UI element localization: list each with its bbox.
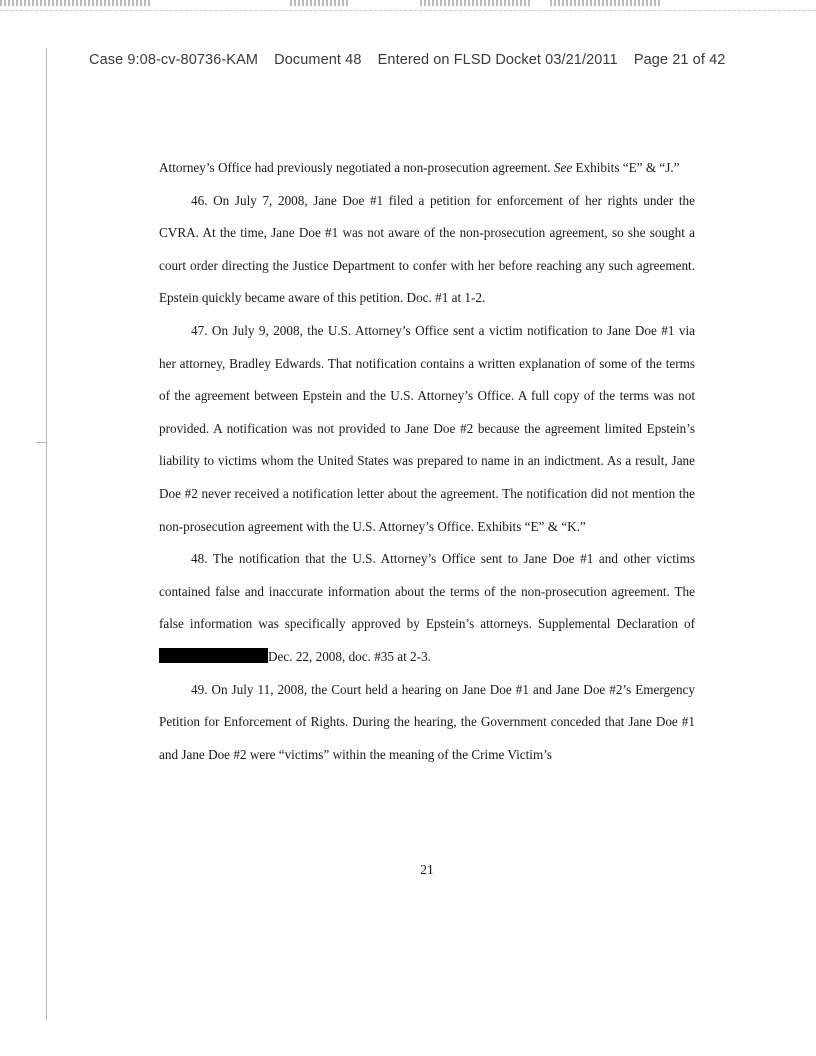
scan-noise [290, 0, 350, 6]
paragraph-48 [159, 543, 695, 673]
court-filing-header [89, 52, 725, 68]
scan-noise [420, 0, 530, 6]
scan-noise [550, 0, 660, 6]
document-number: Document 48 [274, 52, 362, 68]
document-body [159, 152, 695, 771]
docket-entry-date: Entered on FLSD Docket 03/21/2011 [377, 52, 618, 68]
paragraph-46: 46. On July 7, 2008, Jane Doe #1 filed a petition for enforcement of her rights under the CVRA. At the time, Jane Doe #1 was not aware of the non-prosecution agreement, so she sought a court order directing the Justice Department to confer with her before reaching any such agreement. Epstein quickly became aware of this petition. Doc. #1 at 1-2. [159, 192, 695, 306]
scan-noise [0, 0, 150, 6]
page-count: Page 21 of 42 [633, 52, 726, 68]
paragraph-text: Dec. 22, 2008, doc. #35 at 2-3. [268, 648, 431, 664]
citation-signal: See [553, 160, 573, 175]
paragraph-continuation [159, 152, 695, 185]
paragraph-49: 49. On July 11, 2008, the Court held a hearing on Jane Doe #1 and Jane Doe #2’s Emergency Petition for Enforcement of Rights. During the hearing, the Government conceded that Jane Doe #1 and Jane Doe #2 were “victims” within the meaning of the Crime Victim’s [159, 681, 695, 762]
redaction-box [159, 648, 268, 663]
paragraph-47: 47. On July 9, 2008, the U.S. Attorney’s Office sent a victim notification to Jane Doe #1 via her attorney, Bradley Edwards. That notification contains a written explanation of some of the terms of the agreement between Epstein and the U.S. Attorney’s Office. A full copy of the terms was not provided. A notification was not provided to Jane Doe #2 because the agreement limited Epstein’s liability to victims whom the United States was prepared to name in an indictment. As a result, Jane Doe #2 never received a notification letter about the agreement. The notification did not mention the non-prosecution agreement with the U.S. Attorney’s Office. Exhibits “E” & “K.” [159, 322, 695, 534]
page-number: 21 [420, 862, 434, 877]
paragraph-text: 48. The notification that the U.S. Attorney’s Office sent to Jane Doe #1 and other victims contained false and inaccurate information about the terms of the non-prosecution agreement. The false information was specifically approved by Epstein’s attorneys. Supplemental Declaration of [159, 551, 695, 632]
margin-tick [36, 442, 46, 443]
paragraph-text: Attorney’s Office had previously negotiated a non-prosecution agreement. [159, 160, 554, 175]
paragraph-text: Exhibits “E” & “J.” [572, 160, 680, 175]
scan-artifact-top [0, 0, 816, 11]
case-number: Case 9:08-cv-80736-KAM [89, 52, 259, 68]
